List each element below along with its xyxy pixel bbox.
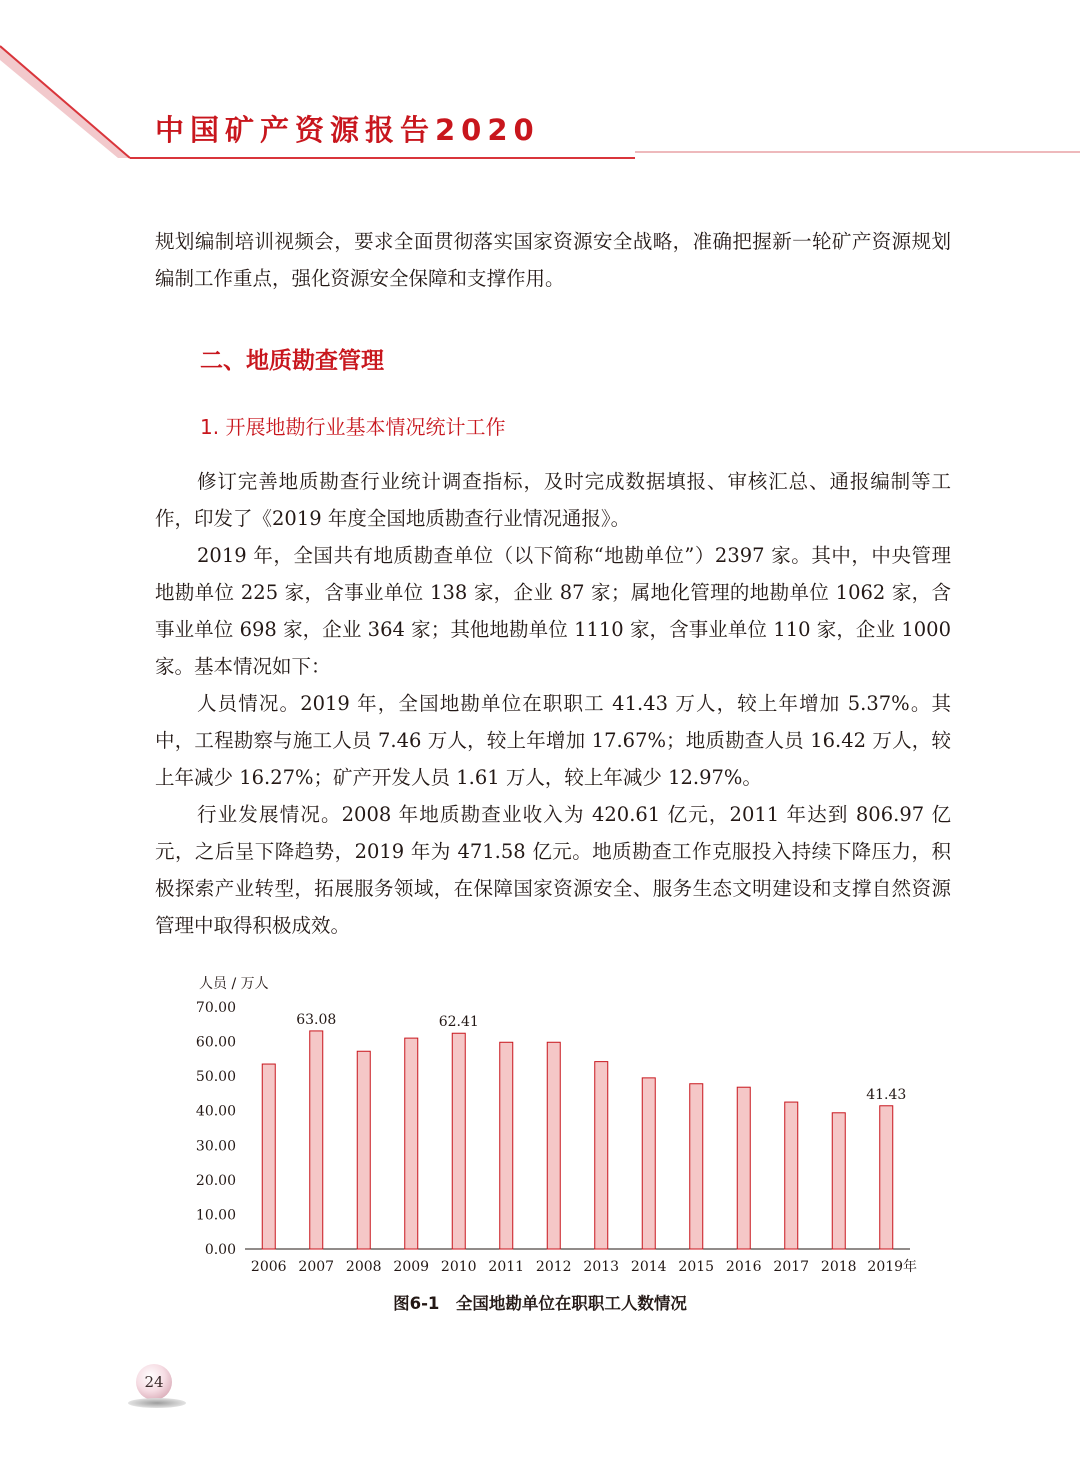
bar-series	[262, 1031, 893, 1249]
report-title: 中国矿产资源报告2020	[155, 113, 540, 147]
y-tick-label: 30.00	[195, 1138, 236, 1155]
y-tick-label: 10.00	[195, 1207, 236, 1224]
y-axis-label: 人员 / 万人	[199, 976, 269, 992]
x-tick-label: 2018	[820, 1259, 857, 1275]
y-tick-label: 60.00	[195, 1034, 236, 1051]
x-tick-label: 2014	[630, 1259, 667, 1275]
paragraph-3: 人员情况。2019 年，全国地勘单位在职职工 41.43 万人，较上年增加 5.37%。其中，工程勘察与施工人员 7.46 万人，较上年增加 17.67%；地质勘查人员 16.42 万人，较上年减少 16.27%；矿产开发人员 1.61 万人，较上年减少 12.97%。	[155, 692, 951, 789]
x-tick-label: 2019年	[867, 1259, 918, 1275]
bar-2017	[785, 1102, 798, 1249]
bar-2006	[262, 1064, 275, 1249]
x-tick-label: 2006	[250, 1259, 287, 1275]
bar-value-label: 62.41	[438, 1014, 479, 1031]
bar-2015	[690, 1084, 703, 1249]
intro-paragraph: 规划编制培训视频会，要求全面贯彻落实国家资源安全战略，准确把握新一轮矿产资源规划编制工作重点，强化资源安全保障和支撑作用。	[155, 230, 951, 290]
bar-2011	[500, 1042, 513, 1249]
section-heading: 二、地质勘查管理	[200, 348, 384, 374]
bar-2008	[357, 1051, 370, 1249]
x-tick-label: 2010	[440, 1259, 477, 1275]
x-axis-ticks	[251, 1258, 917, 1275]
paragraph-4: 行业发展情况。2008 年地质勘查业收入为 420.61 亿元，2011 年达到 806.97 亿元，之后呈下降趋势，2019 年为 471.58 亿元。地质勘查工作克服投入持续下降压力，积极探索产业转型，拓展服务领域，在保障国家资源安全、服务生态文明建设和支撑自然资源管理中取得积极成效。	[155, 803, 951, 937]
y-tick-label: 70.00	[195, 1000, 236, 1016]
x-tick-label: 2015	[678, 1259, 715, 1275]
paragraph-1: 修订完善地质勘查行业统计调查指标，及时完成数据填报、审核汇总、通报编制等工作，印发了《2019 年度全国地质勘查行业情况通报》。	[155, 470, 951, 530]
bar-2007	[310, 1031, 323, 1249]
x-tick-label: 2016	[725, 1259, 762, 1275]
bar-2014	[642, 1078, 655, 1249]
x-tick-label: 2009	[393, 1259, 430, 1275]
y-tick-label: 0.00	[204, 1242, 236, 1258]
bar-2018	[832, 1113, 845, 1249]
y-tick-label: 20.00	[195, 1172, 236, 1189]
bar-2019年	[880, 1106, 893, 1249]
page-number-shadow	[128, 1398, 186, 1408]
bar-2012	[547, 1042, 560, 1249]
bar-value-label: 63.08	[296, 1011, 337, 1028]
x-tick-label: 2008	[345, 1259, 382, 1275]
bar-2009	[405, 1038, 418, 1249]
x-tick-label: 2017	[773, 1259, 810, 1275]
figure-caption: 图6-1 全国地勘单位在职职工人数情况	[393, 1294, 687, 1313]
x-tick-label: 2012	[535, 1259, 572, 1275]
bar-value-label: 41.43	[866, 1086, 907, 1103]
page-number: 24	[136, 1364, 172, 1400]
bar-2010	[452, 1033, 465, 1249]
y-tick-label: 50.00	[195, 1069, 236, 1086]
y-tick-label: 40.00	[195, 1103, 236, 1120]
bar-2013	[595, 1062, 608, 1249]
bar-2016	[737, 1087, 750, 1249]
staff-bar-chart	[150, 965, 930, 1285]
x-tick-label: 2013	[583, 1259, 620, 1275]
paragraph-2: 2019 年，全国共有地质勘查单位（以下简称“地勘单位”）2397 家。其中，中央管理地勘单位 225 家，含事业单位 138 家，企业 87 家；属地化管理的地勘单位 1062 家，含事业单位 698 家，企业 364 家；其他地勘单位 1110 家，含事业单位 110 家，企业 1000 家。基本情况如下：	[155, 544, 951, 678]
x-tick-label: 2011	[488, 1259, 525, 1275]
x-tick-label: 2007	[298, 1259, 335, 1275]
y-axis-ticks	[196, 1000, 236, 1258]
subsection-heading: 1. 开展地勘行业基本情况统计工作	[200, 415, 506, 439]
header-diagonal-line	[0, 46, 130, 158]
